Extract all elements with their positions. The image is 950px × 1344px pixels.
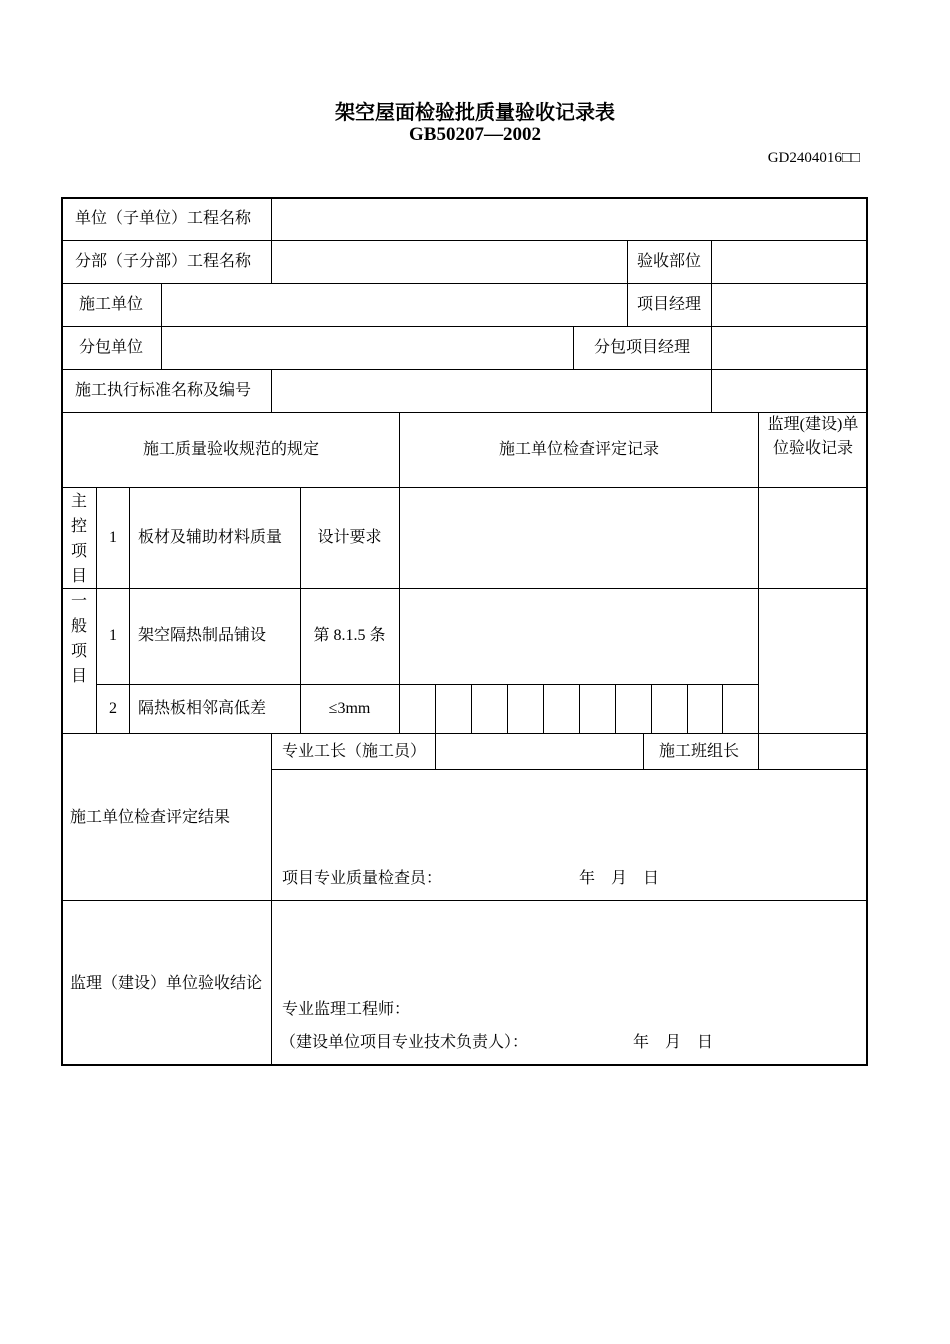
subcontract-unit-label: 分包单位 bbox=[79, 339, 144, 356]
item-number: 2 bbox=[109, 700, 117, 717]
subcontract-pm-label: 分包项目经理 bbox=[594, 339, 691, 356]
item-name: 板材及辅助材料质量 bbox=[138, 529, 283, 546]
col-divider bbox=[271, 369, 272, 412]
form-code: GD2404016□□ bbox=[767, 150, 860, 166]
row-divider bbox=[63, 412, 866, 413]
col-divider bbox=[161, 283, 162, 369]
item-name: 隔热板相邻高低差 bbox=[138, 700, 267, 717]
item-requirement: ≤3mm bbox=[328, 700, 371, 717]
row-divider bbox=[63, 326, 866, 327]
row-divider bbox=[63, 733, 866, 734]
standard-name-label: 施工执行标准名称及编号 bbox=[75, 382, 252, 399]
tick-divider bbox=[687, 684, 688, 733]
col-divider bbox=[627, 240, 628, 326]
project-manager-label: 项目经理 bbox=[637, 296, 702, 313]
team-leader-label: 施工班组长 bbox=[659, 743, 740, 760]
main-control-label: 主控项目 bbox=[70, 493, 87, 585]
tick-divider bbox=[507, 684, 508, 733]
spec-column-header: 施工质量验收规范的规定 bbox=[142, 441, 319, 458]
general-items-label: 一般项目 bbox=[70, 593, 87, 685]
foreman-label: 专业工长（施工员） bbox=[282, 743, 427, 760]
item-requirement: 第 8.1.5 条 bbox=[313, 627, 386, 644]
row-divider bbox=[63, 487, 866, 488]
row-divider bbox=[271, 769, 866, 770]
tick-divider bbox=[471, 684, 472, 733]
row-divider bbox=[63, 588, 866, 589]
construction-unit-label: 施工单位 bbox=[79, 296, 144, 313]
row-divider bbox=[96, 684, 758, 685]
item-number: 1 bbox=[109, 529, 117, 546]
col-divider bbox=[711, 240, 712, 412]
col-divider bbox=[271, 199, 272, 241]
col-divider bbox=[643, 733, 644, 769]
unit-project-name-label: 单位（子单位）工程名称 bbox=[75, 210, 252, 227]
tick-divider bbox=[615, 684, 616, 733]
col-divider bbox=[271, 733, 272, 1065]
row-divider bbox=[63, 369, 866, 370]
page-title: 架空屋面检验批质量验收记录表 bbox=[335, 100, 615, 124]
record-column-header: 施工单位检查评定记录 bbox=[498, 441, 659, 458]
owner-representative-label: （建设单位项目专业技术负责人）： bbox=[280, 1034, 529, 1051]
col-divider bbox=[271, 240, 272, 283]
col-divider bbox=[758, 733, 759, 769]
col-divider bbox=[573, 326, 574, 369]
col-divider bbox=[129, 487, 130, 733]
standard-code: GB50207—2002 bbox=[409, 124, 541, 145]
supervision-engineer-label: 专业监理工程师： bbox=[282, 1001, 411, 1018]
item-number: 1 bbox=[109, 627, 117, 644]
tick-divider bbox=[579, 684, 580, 733]
supervision-column-header: 监理(建设)单位验收记录 bbox=[767, 416, 859, 457]
tick-divider bbox=[435, 684, 436, 733]
inspector-date: 年 月 日 bbox=[579, 870, 660, 887]
row-divider bbox=[63, 900, 866, 901]
acceptance-part-label: 验收部位 bbox=[637, 253, 702, 270]
tick-divider bbox=[722, 684, 723, 733]
quality-inspector-label: 项目专业质量检查员： bbox=[282, 870, 443, 887]
row-divider bbox=[63, 283, 866, 284]
col-divider bbox=[435, 733, 436, 769]
supervision-conclusion-label: 监理（建设）单位验收结论 bbox=[70, 975, 263, 992]
construction-result-label: 施工单位检查评定结果 bbox=[70, 809, 231, 826]
item-name: 架空隔热制品铺设 bbox=[138, 627, 267, 644]
row-divider bbox=[63, 240, 866, 241]
conclusion-date: 年 月 日 bbox=[633, 1034, 714, 1051]
tick-divider bbox=[543, 684, 544, 733]
sub-project-name-label: 分部（子分部）工程名称 bbox=[75, 253, 252, 270]
item-requirement: 设计要求 bbox=[317, 529, 382, 546]
col-divider bbox=[758, 412, 759, 733]
tick-divider bbox=[651, 684, 652, 733]
